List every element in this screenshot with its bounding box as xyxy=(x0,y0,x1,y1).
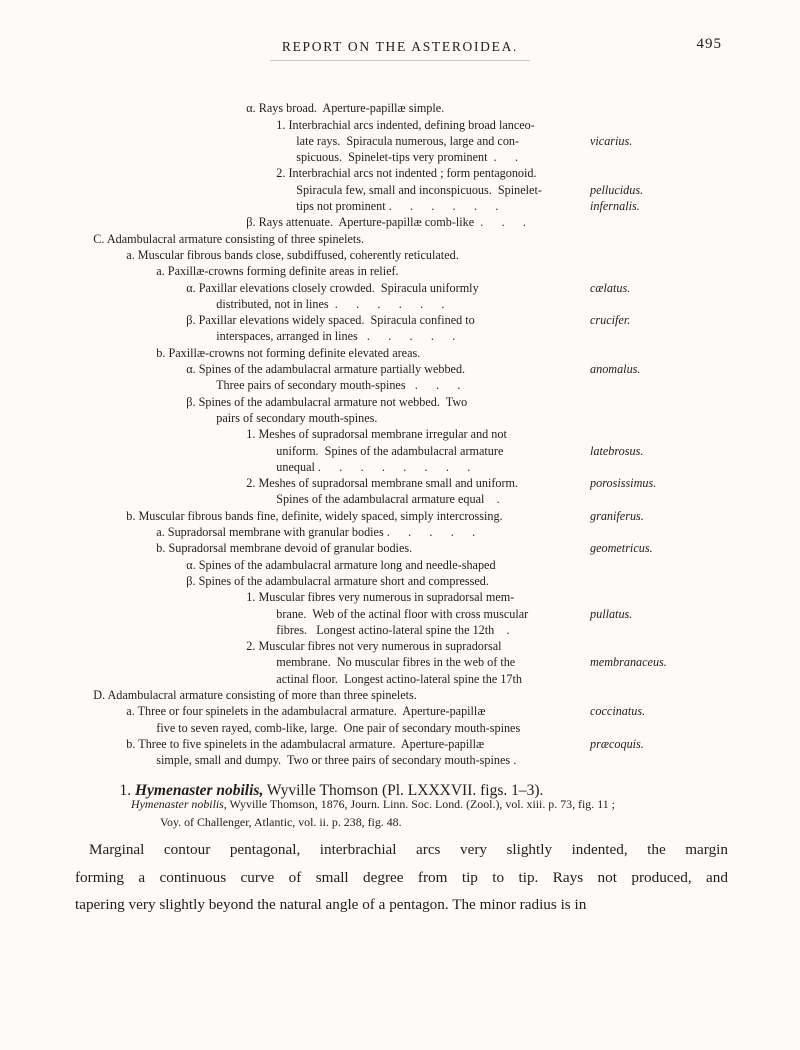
page-header xyxy=(0,38,800,61)
key-line xyxy=(75,475,770,507)
citation-line-1-rest: Wyville Thomson, 1876, Journ. Linn. Soc. Lond. (Zool.), vol. xiii. p. 73, fig. 11 ; xyxy=(226,797,615,811)
key-line-text: b. Muscular fibrous bands fine, definite, widely spaced, simply intercrossing. xyxy=(126,508,503,523)
species-heading-name: Hymenaster nobilis, xyxy=(135,782,264,799)
key-line-text: 2. Muscular fibres not very numerous in supradorsal xyxy=(246,639,502,654)
key-line-text: 2. Interbrachial arcs not indented ; form pentagonoid. xyxy=(276,166,537,181)
key-line-text: α. Spines of the adambulacral armature long and needle-shaped xyxy=(186,557,496,572)
key-line xyxy=(75,736,770,768)
key-line-text: C. Adambulacral armature consisting of three spinelets. xyxy=(93,231,365,246)
key-line-text: unequal . . . . . . . . xyxy=(276,459,471,474)
key-line-text: β. Spines of the adambulacral armature short and compressed. xyxy=(186,573,489,588)
key-line-text: 1. Muscular fibres very numerous in supradorsal mem- xyxy=(246,590,515,605)
key-line-text: five to seven rayed, comb-like, large. One pair of secondary mouth-spines xyxy=(156,720,521,735)
key-line xyxy=(75,328,770,360)
citation-line-2: Voy. of Challenger, Atlantic, vol. ii. p. 238, fig. 48. xyxy=(160,814,402,829)
key-line xyxy=(75,573,770,605)
running-title-wrap xyxy=(0,38,800,61)
page-number: 495 xyxy=(696,36,722,52)
key-line xyxy=(75,606,770,637)
species-name: membranaceus. xyxy=(590,655,667,670)
species-name: pullatus. xyxy=(590,606,633,621)
key-line-text: a. Supradorsal membrane with granular bodies . . . . . xyxy=(156,525,476,540)
key-line xyxy=(75,671,770,702)
key-line-text: β. Spines of the adambulacral armature not webbed. Two xyxy=(186,394,468,409)
citation-species-italic: Hymenaster nobilis, xyxy=(131,797,227,811)
key-line xyxy=(75,84,770,116)
key-line-text: Three pairs of secondary mouth-spines . . . xyxy=(216,378,461,393)
species-heading-rest: Wyville Thomson (Pl. LXXXVII. figs. 1–3). xyxy=(263,782,544,799)
species-name: cælatus. xyxy=(590,280,631,295)
species-name: vicarius. xyxy=(590,133,633,148)
key-line xyxy=(75,280,770,311)
species-name: crucifer. xyxy=(590,313,631,328)
key-line xyxy=(75,443,770,474)
body-line: Marginal contour pentagonal, interbrachial arcs very slightly indented, the margin xyxy=(89,841,728,858)
key-line xyxy=(75,508,770,540)
species-name: infernalis. xyxy=(590,199,640,214)
key-line xyxy=(75,214,770,246)
key-line-text: D. Adambulacral armature consisting of more than three spinelets. xyxy=(93,687,417,702)
body-line: forming a continuous curve of small degree from tip to tip. Rays not produced, and xyxy=(75,868,728,886)
key-line-text: tips not prominent . . . . . . xyxy=(296,199,499,214)
key-line-text: Spiracula few, small and inconspicuous. Spinelet- xyxy=(296,182,542,197)
body-line: tapering very slightly beyond the natural angle of a pentagon. The minor radius is in xyxy=(75,896,587,913)
citation-block xyxy=(131,796,615,831)
key-line-text: b. Three to five spinelets in the adambulacral armature. Aperture-papillæ xyxy=(126,736,485,751)
key-line-text: a. Muscular fibrous bands close, subdiffused, coherently reticulated. xyxy=(126,247,459,262)
species-name: præcoquis. xyxy=(590,736,644,751)
key-line-text: membrane. No muscular fibres in the web of the xyxy=(276,655,516,670)
key-line-text: distributed, not in lines . . . . . . xyxy=(216,296,445,311)
species-name: pellucidus. xyxy=(590,182,644,197)
key-line xyxy=(75,654,770,686)
species-name: latebrosus. xyxy=(590,443,644,458)
species-name: porosissimus. xyxy=(590,476,657,491)
key-line-text: a. Three or four spinelets in the adambulacral armature. Aperture-papillæ xyxy=(126,704,486,719)
key-line xyxy=(75,247,770,279)
key-line-text: α. Rays broad. Aperture-papillæ simple. xyxy=(246,101,445,116)
key-line xyxy=(75,198,770,230)
key-line-text: b. Supradorsal membrane devoid of granular bodies. xyxy=(156,541,413,556)
key-line xyxy=(75,540,770,572)
key-line-text: spicuous. Spinelet-tips very prominent . . xyxy=(296,150,519,165)
key-line xyxy=(75,231,770,262)
key-line-text: simple, small and dumpy. Two or three pairs of secondary mouth-spines . xyxy=(156,753,517,768)
key-line xyxy=(75,410,770,442)
key-line xyxy=(75,557,770,588)
key-line-text: α. Paxillar elevations closely crowded. Spiracula uniformly xyxy=(186,280,479,295)
species-name: graniferus. xyxy=(590,508,644,523)
key-line xyxy=(75,312,770,344)
key-line xyxy=(75,394,770,425)
key-line xyxy=(75,622,770,654)
species-name: coccinatus. xyxy=(590,704,646,719)
key-line-text: 1. Interbrachial arcs indented, defining broad lanceo- xyxy=(276,117,535,132)
key-line xyxy=(75,377,770,409)
key-line xyxy=(75,133,770,165)
key-line-text: fibres. Longest actino-lateral spine the 12th . xyxy=(276,622,510,637)
key-line-text: 1. Meshes of supradorsal membrane irregular and not xyxy=(246,427,507,442)
key-line-text: brane. Web of the actinal floor with cross muscular xyxy=(276,606,529,621)
taxonomic-key xyxy=(75,84,770,768)
key-line-text: β. Rays attenuate. Aperture-papillæ comb-like . . . xyxy=(246,215,526,230)
species-name: geometricus. xyxy=(590,541,653,556)
key-line-text: uniform. Spines of the adambulacral armature xyxy=(276,443,504,458)
key-line-text: Spines of the adambulacral armature equal . xyxy=(276,492,500,507)
key-line-text: interspaces, arranged in lines . . . . . xyxy=(216,329,456,344)
key-line-text: b. Paxillæ-crowns not forming definite elevated areas. xyxy=(156,345,421,360)
key-line-text: β. Paxillar elevations widely spaced. Spiracula confined to xyxy=(186,313,475,328)
species-heading-number: 1. xyxy=(119,782,135,799)
key-line xyxy=(75,149,770,181)
running-title: REPORT ON THE ASTEROIDEA. xyxy=(270,39,530,61)
key-line-text: late rays. Spiracula numerous, large and con- xyxy=(296,133,520,148)
key-line-text: a. Paxillæ-crowns forming definite areas in relief. xyxy=(156,264,399,279)
key-line-text: pairs of secondary mouth-spines. xyxy=(216,410,378,425)
body-paragraph xyxy=(75,836,728,919)
species-name: anomalus. xyxy=(590,362,641,377)
key-line-text: α. Spines of the adambulacral armature partially webbed. xyxy=(186,362,466,377)
key-line-text: actinal floor. Longest actino-lateral spine the 17th xyxy=(276,671,522,686)
key-line xyxy=(75,703,770,735)
key-line-text: 2. Meshes of supradorsal membrane small and uniform. xyxy=(246,476,519,491)
citation-line-1 xyxy=(131,796,615,814)
key-line xyxy=(75,100,770,132)
key-line xyxy=(75,361,770,393)
